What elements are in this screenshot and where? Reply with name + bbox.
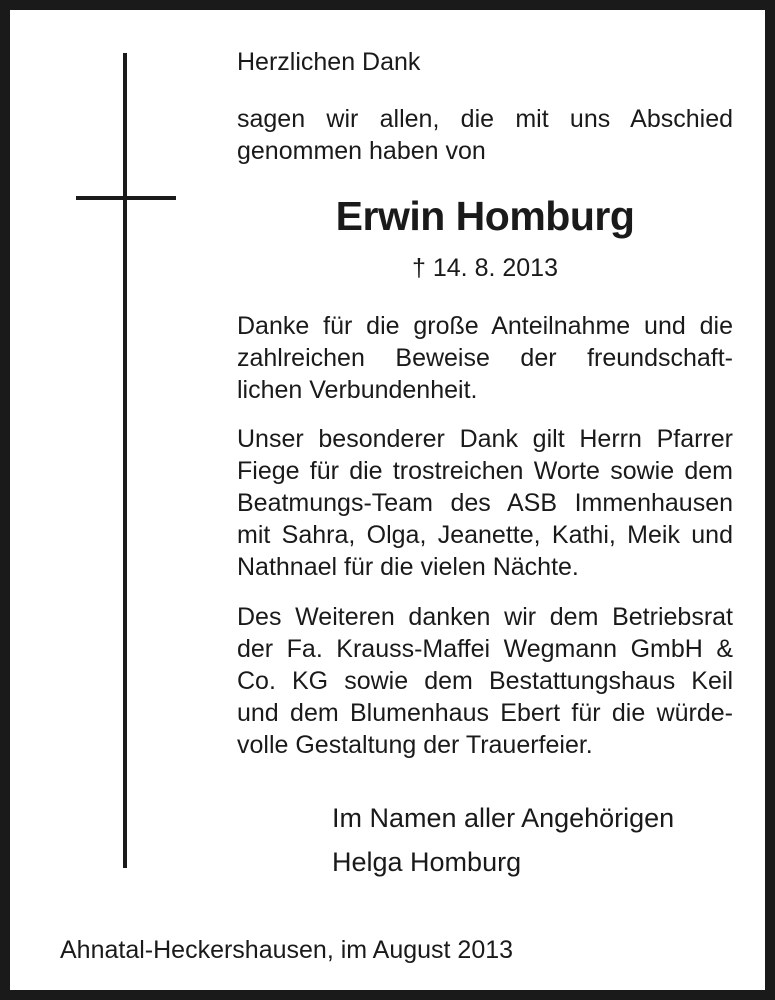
intro-line: genommen haben von <box>237 137 486 165</box>
intro <box>237 103 733 167</box>
death-date: † 14. 8. 2013 <box>412 254 558 282</box>
paragraph-line: Nathnael für die vielen Nächte. <box>237 553 579 581</box>
paragraph-line: Unser besonderer Dank gilt Herrn Pfarrer <box>237 425 733 453</box>
paragraph-thanks <box>237 310 733 406</box>
paragraph-line: mit Sahra, Olga, Jeanette, Kathi, Meik und <box>237 521 733 549</box>
intro-line: sagen wir allen, die mit uns Abschied <box>237 105 733 133</box>
cross-vertical-bar <box>123 53 127 868</box>
paragraph-line: zahlreichen Beweise der freundschaft- <box>237 344 733 372</box>
paragraph-line: lichen Verbundenheit. <box>237 376 478 404</box>
place-and-date: Ahnatal-Heckershausen, im August 2013 <box>60 936 514 964</box>
deceased-name: Erwin Homburg <box>335 193 635 239</box>
heading <box>237 46 733 78</box>
signoff <box>332 796 752 884</box>
signoff-signature: Helga Homburg <box>332 847 522 877</box>
paragraph-line: Co. KG sowie dem Bestattungshaus Keil <box>237 667 733 695</box>
paragraph-line: Beatmungs-Team des ASB Immenhausen <box>237 489 733 517</box>
paragraph-line: und dem Blumenhaus Ebert für die würde- <box>237 699 733 727</box>
paragraph-special-thanks <box>237 423 733 583</box>
paragraph-line: der Fa. Krauss-Maffei Wegmann GmbH & <box>237 635 733 663</box>
signoff-line: Im Namen aller Angehörigen <box>332 803 675 833</box>
cross-horizontal-bar <box>76 196 176 200</box>
paragraph-line: Fiege für die trostreichen Worte sowie dem <box>237 457 733 485</box>
paragraph-line: Danke für die große Anteilnahme und die <box>237 312 733 340</box>
heading-text: Herzlichen Dank <box>237 48 421 76</box>
paragraph-line: volle Gestaltung der Trauerfeier. <box>237 731 593 759</box>
paragraph-further-thanks <box>237 601 733 761</box>
paragraph-line: Des Weiteren danken wir dem Betriebsrat <box>237 603 733 631</box>
